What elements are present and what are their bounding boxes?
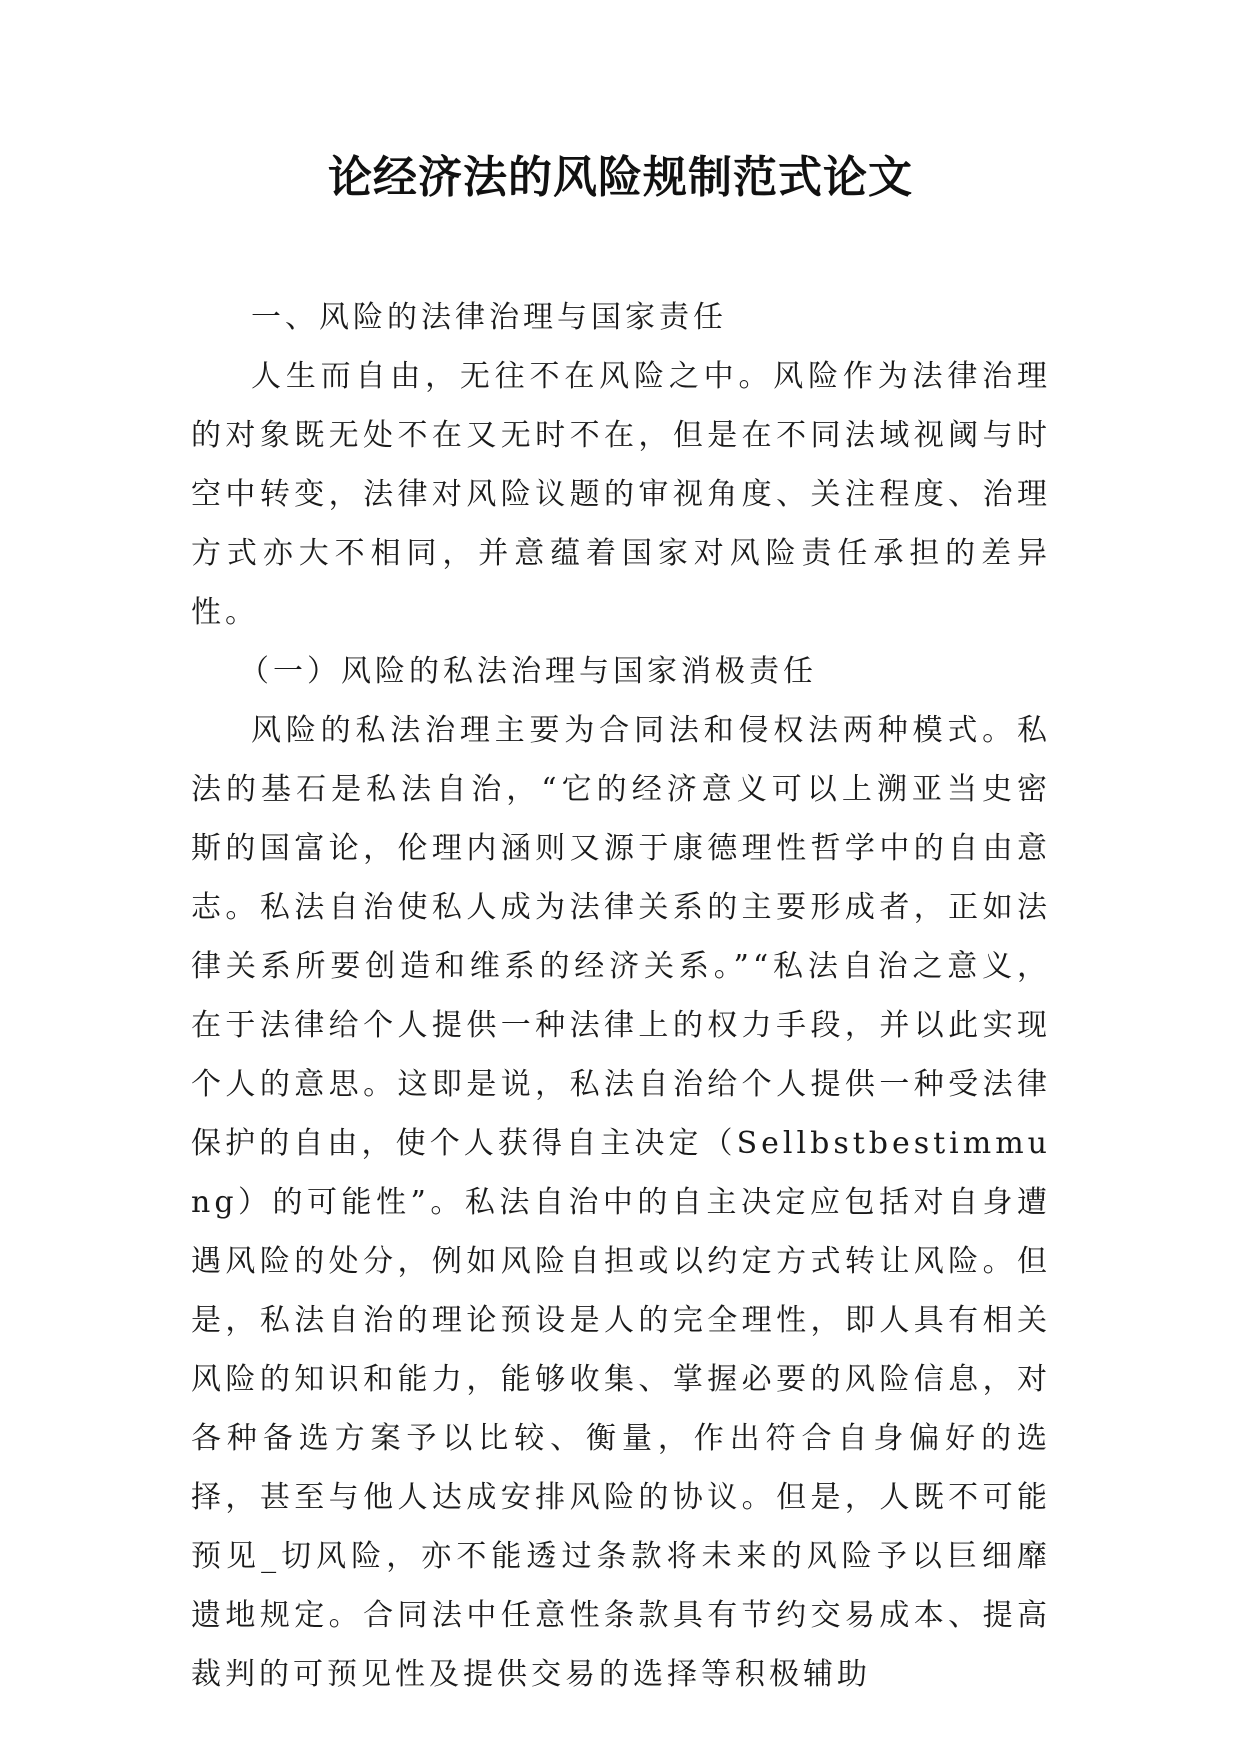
- document-title: 论经济法的风险规制范式论文: [328, 152, 913, 203]
- document-body: [191, 288, 1051, 1704]
- section-heading: 一、风险的法律治理与国家责任: [251, 300, 727, 335]
- subsection-heading: （一）风险的私法治理与国家消极责任: [239, 654, 817, 689]
- paragraph: 风险的私法治理主要为合同法和侵权法两种模式。私法的基石是私法自治，“它的经济意义可以上溯亚当史密斯的国富论，伦理内涵则又源于康德理性哲学中的自由意志。私法自治使私人成为法律关系的主要形成者，正如法律关系所要创造和维系的经济关系。”“私法自治之意义，在于法律给个人提供一种法律上的权力手段，并以此实现个人的意思。这即是说，私法自治给个人提供一种受法律保护的自由，使个人获得自主决定（Sellbstbestimmung）的可能性”。私法自治中的自主决定应包括对自身遭遇风险的处分，例如风险自担或以约定方式转让风险。但是，私法自治的理论预设是人的完全理性，即人具有相关风险的知识和能力，能够收集、掌握必要的风险信息，对各种备选方案予以比较、衡量，作出符合自身偏好的选择，甚至与他人达成安排风险的协议。但是，人既不可能预见_切风险，亦不能透过条款将未来的风险予以巨细靡遗地规定。合同法中任意性条款具有节约交易成本、提高裁判的可预见性及提供交易的选择等积极辅助: [191, 713, 1051, 1692]
- paragraph: 人生而自由，无往不在风险之中。风险作为法律治理的对象既无处不在又无时不在，但是在不同法域视阈与时空中转变，法律对风险议题的审视角度、关注程度、治理方式亦大不相同，并意蕴着国家对风险责任承担的差异性。: [191, 359, 1051, 630]
